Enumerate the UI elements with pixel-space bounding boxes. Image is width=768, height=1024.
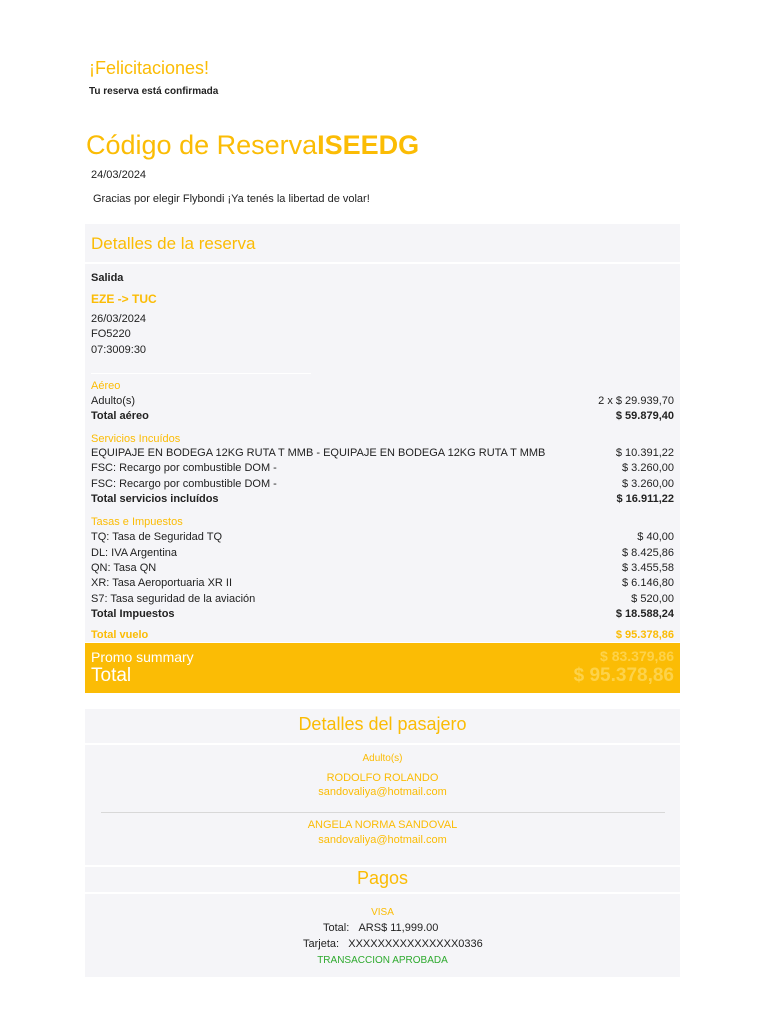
payment-total-value: ARS$ 11,999.00 — [358, 922, 439, 934]
payment-card-value: XXXXXXXXXXXXXXX0336 — [348, 938, 483, 950]
tasas-row-value: $ 40,00 — [637, 531, 674, 543]
servicios-row-label: FSC: Recargo por combustible DOM - — [91, 478, 277, 490]
tasas-row — [91, 531, 674, 544]
passenger-type: Adulto(s) — [362, 753, 403, 764]
payment-card-row — [303, 938, 483, 950]
passenger-email: sandovaliya@hotmail.com — [318, 834, 447, 846]
tasas-row — [91, 593, 674, 606]
servicios-section-title: Servicios Incuídos — [91, 433, 181, 445]
aereo-row — [91, 395, 674, 408]
passenger-email: sandovaliya@hotmail.com — [318, 786, 447, 798]
route: EZE -> TUC — [91, 292, 157, 306]
servicios-row — [91, 478, 674, 491]
congrats-heading: ¡Felicitaciones! — [89, 58, 210, 78]
tasas-total-value: $ 18.588,24 — [615, 608, 674, 620]
servicios-total-value: $ 16.911,22 — [616, 493, 674, 505]
departure-label: Salida — [91, 272, 124, 284]
booking-date: 24/03/2024 — [91, 169, 147, 181]
total-label: Total — [91, 665, 132, 686]
passenger-name: ANGELA NORMA SANDOVAL — [307, 819, 458, 831]
tasas-row-label: S7: Tasa seguridad de la aviación — [91, 593, 256, 605]
total-vuelo-label: Total vuelo — [91, 629, 149, 641]
promo-summary-label: Promo summary — [91, 649, 194, 665]
flight-number: FO5220 — [91, 328, 131, 340]
passenger-header-divider — [85, 743, 680, 745]
flight-time: 07:3009:30 — [91, 344, 147, 356]
thanks-text: Gracias por elegir Flybondi ¡Ya tenés la libertad de volar! — [93, 193, 370, 205]
servicios-row-label: EQUIPAJE EN BODEGA 12KG RUTA T MMB - EQUIPAJE EN BODEGA 12KG RUTA T MMB — [91, 447, 546, 459]
confirmed-text: Tu reserva está confirmada — [89, 86, 219, 97]
total-vuelo-row — [91, 629, 674, 642]
tasas-row-value: $ 520,00 — [631, 593, 674, 605]
servicios-total-label: Total servicios incluídos — [91, 493, 219, 505]
reservation-details-title: Detalles de la reserva — [91, 234, 256, 253]
servicios-row-value: $ 3.260,00 — [622, 462, 674, 474]
aereo-total-value: $ 59.879,40 — [615, 410, 674, 422]
payment-status: TRANSACCION APROBADA — [317, 955, 448, 966]
total-vuelo-value: $ 95.378,86 — [615, 629, 674, 641]
tasas-row-value: $ 6.146,80 — [622, 577, 674, 589]
tasas-row-value: $ 3.455,58 — [622, 562, 674, 574]
total-value: $ 95.378,86 — [573, 665, 674, 686]
servicios-total-row — [91, 493, 674, 506]
payment-total-label: Total: — [323, 922, 350, 934]
tasas-row-label: DL: IVA Argentina — [91, 547, 178, 559]
servicios-row — [91, 447, 674, 460]
aereo-total-label: Total aéreo — [91, 410, 149, 422]
servicios-row-value: $ 3.260,00 — [622, 478, 674, 490]
tasas-row — [91, 562, 674, 575]
code-label: Código de Reserva — [86, 130, 318, 160]
payments-title: Pagos — [356, 868, 409, 888]
promo-summary-value: $ 83.379,86 — [600, 648, 674, 664]
payment-method: VISA — [371, 907, 394, 918]
tasas-total-label: Total Impuestos — [91, 608, 175, 620]
aereo-row-value: 2 x $ 29.939,70 — [598, 395, 674, 407]
tasas-section-title: Tasas e Impuestos — [91, 516, 183, 528]
aereo-row-label: Adulto(s) — [91, 395, 136, 407]
aereo-section-title: Aéreo — [91, 380, 121, 392]
passenger-details-title: Detalles del pasajero — [298, 714, 467, 734]
tasas-row-label: TQ: Tasa de Seguridad TQ — [91, 531, 223, 543]
tasas-row-value: $ 8.425,86 — [622, 547, 674, 559]
payments-header-divider — [85, 865, 680, 867]
payment-card-label: Tarjeta: — [303, 938, 340, 950]
servicios-row — [91, 462, 674, 475]
passenger-divider — [101, 812, 665, 813]
tasas-row-label: QN: Tasa QN — [91, 562, 157, 574]
payment-total-row — [323, 922, 438, 934]
servicios-row-value: $ 10.391,22 — [615, 447, 674, 459]
servicios-row-label: FSC: Recargo por combustible DOM - — [91, 462, 277, 474]
summary-bar — [85, 643, 680, 693]
passenger-name: RODOLFO ROLANDO — [326, 772, 439, 784]
reservation-code-heading — [86, 130, 419, 161]
tasas-row — [91, 577, 674, 590]
tasas-row — [91, 547, 674, 560]
tasas-total-row — [91, 608, 674, 621]
panel-header-divider — [85, 262, 680, 264]
tasas-row-label: XR: Tasa Aeroportuaria XR II — [91, 577, 233, 589]
route-divider — [91, 373, 311, 374]
flight-date: 26/03/2024 — [91, 313, 147, 325]
aereo-total-row — [91, 410, 674, 423]
reservation-code: ISEEDG — [317, 130, 420, 160]
payments-title-divider — [85, 892, 680, 894]
